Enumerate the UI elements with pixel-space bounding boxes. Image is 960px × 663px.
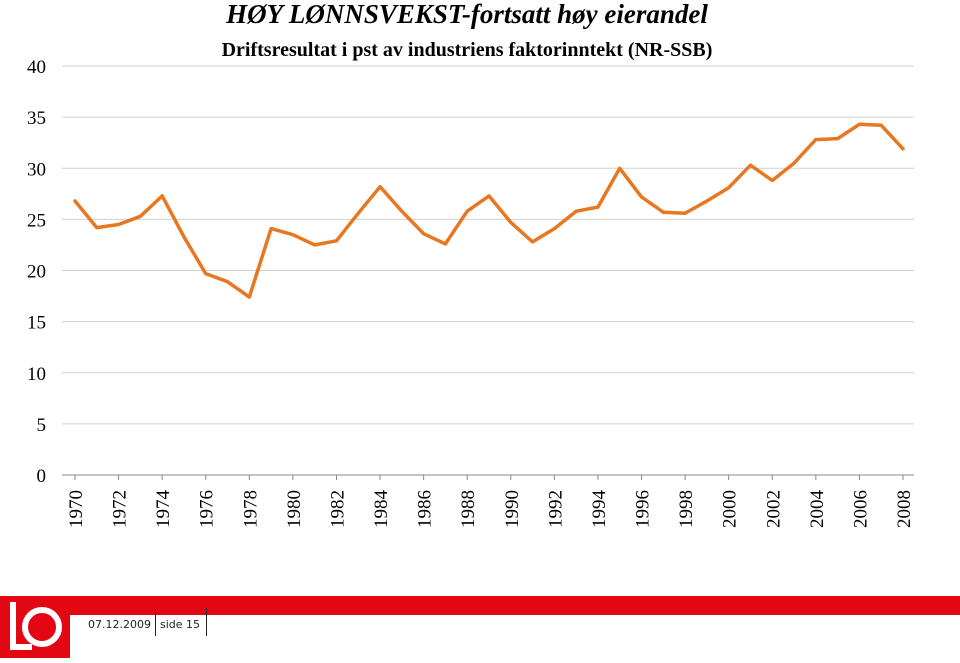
- y-tick-label: 40: [27, 57, 46, 78]
- footer-page-number: side 15: [160, 618, 201, 631]
- x-tick-label: 2004: [806, 490, 828, 528]
- x-tick-label: 1980: [283, 490, 305, 528]
- x-tick-label: 2002: [763, 490, 785, 528]
- x-tick-label: 1972: [109, 490, 131, 528]
- x-tick-label: 1988: [458, 490, 480, 528]
- series-line: [75, 124, 903, 297]
- x-tick-label: 2008: [894, 490, 915, 528]
- x-tick-label: 1976: [196, 490, 218, 528]
- x-tick-label: 1996: [632, 490, 654, 528]
- lo-logo-panel: [0, 596, 70, 658]
- x-axis-ticks: [66, 475, 915, 528]
- x-tick-label: 2000: [719, 490, 741, 528]
- footer-date: 07.12.2009: [88, 618, 151, 631]
- x-tick-label: 1978: [240, 490, 262, 528]
- chart-subtitle: Driftsresultat i pst av industriens faktorinntekt (NR-SSB): [221, 39, 713, 61]
- y-tick-label: 10: [27, 363, 46, 385]
- y-tick-label: 5: [36, 414, 46, 436]
- y-tick-label: 0: [36, 466, 46, 487]
- x-tick-label: 1986: [414, 490, 436, 528]
- y-tick-label: 35: [27, 108, 46, 130]
- y-axis-ticks: [27, 57, 46, 487]
- x-tick-label: 1994: [588, 490, 610, 528]
- x-tick-label: 1970: [66, 490, 87, 528]
- y-tick-label: 20: [27, 261, 46, 283]
- lo-logo-icon: [0, 596, 70, 658]
- footer-panel: [70, 615, 960, 658]
- x-tick-label: 2006: [850, 490, 872, 528]
- x-tick-label: 1998: [676, 490, 698, 528]
- y-tick-label: 15: [27, 312, 46, 334]
- x-tick-label: 1982: [327, 490, 349, 528]
- series-layer: [75, 124, 903, 297]
- x-tick-label: 1984: [371, 490, 393, 528]
- x-tick-label: 1992: [545, 490, 567, 528]
- x-tick-label: 1990: [501, 490, 523, 528]
- footer-divider: [206, 608, 207, 636]
- footer-divider: [155, 608, 156, 636]
- y-tick-label: 25: [27, 210, 46, 232]
- x-tick-label: 1974: [153, 490, 175, 528]
- y-tick-label: 30: [27, 159, 46, 181]
- chart-title: HØY LØNNSVEKST-fortsatt høy eierandel: [226, 0, 708, 29]
